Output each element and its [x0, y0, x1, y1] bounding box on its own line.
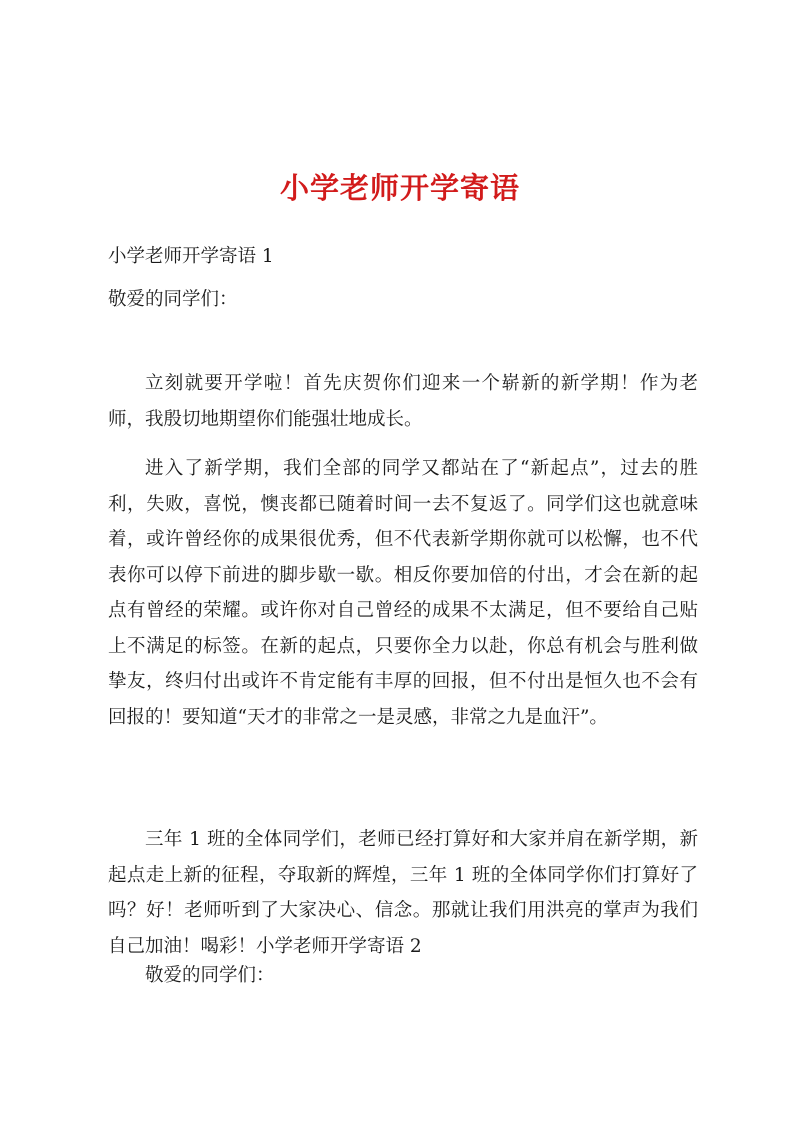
greeting: 敬爱的同学们： [108, 289, 238, 310]
paragraph-4: 敬爱的同学们： [145, 965, 275, 986]
page-title: 小学老师开学寄语 [279, 171, 520, 205]
section-heading: 小学老师开学寄语 1 [108, 246, 274, 267]
paragraph-2: 进入了新学期，我们全部的同学又都站在了“新起点”，过去的胜利，失败，喜悦，懊丧都已随着时间一去不复返了。同学们这也就意味着，或许曾经你的成果很优秀，但不代表新学期你就可以松懈，也不代表你可以停下前进的脚步歇一歇。相反你要加倍的付出，才会在新的起点有曾经的荣耀。或许你对自己曾经的成果不太满足，但不要给自己贴上不满足的标签。在新的起点，只要你全力以赴，你总有机会与胜利做挚友，终归付出或许不肯定能有丰厚的回报，但不付出是恒久也不会有回报的！要知道“天才的非常之一是灵感，非常之九是血汗”。 [108, 458, 698, 728]
paragraph-3: 三年 1 班的全体同学们，老师已经打算好和大家并肩在新学期，新起点走上新的征程，夺取新的辉煌，三年 1 班的全体同学你们打算好了吗？好！老师听到了大家决心、信念。那就让我们用洪亮的掌声为我们自己加油！喝彩！小学老师开学寄语 2 [108, 829, 698, 957]
paragraph-1: 立刻就要开学啦！首先庆贺你们迎来一个崭新的新学期！作为老师，我殷切地期望你们能强壮地成长。 [108, 373, 698, 430]
